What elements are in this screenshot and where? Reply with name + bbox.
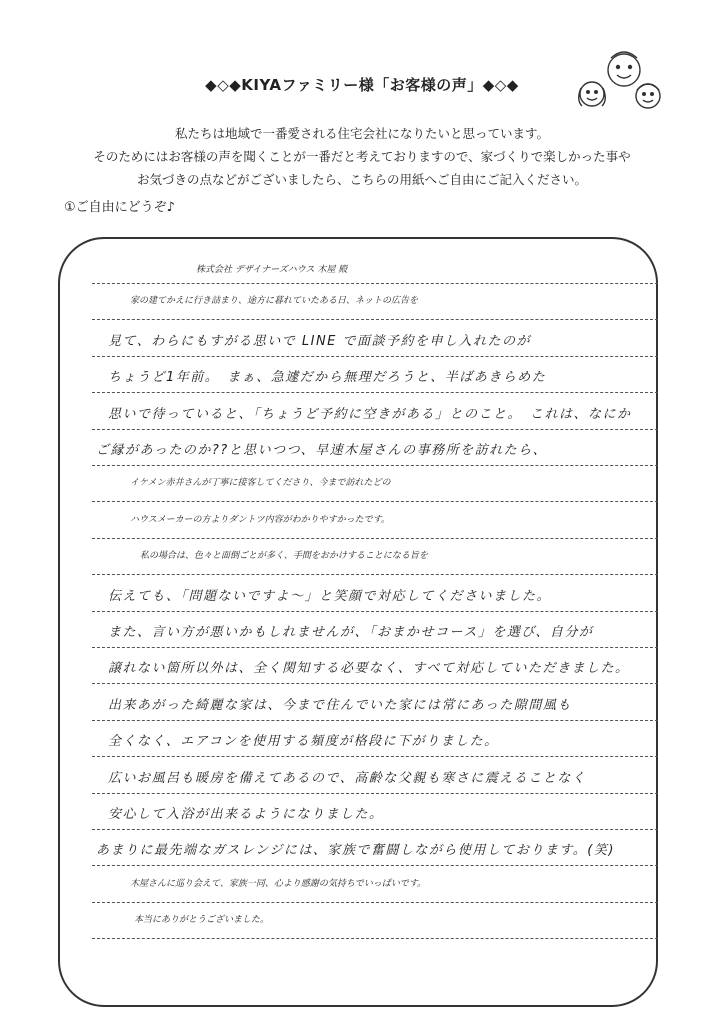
handwritten-line: あまりに最先端なガスレンジには、家族で奮闘しながら使用しております。(笑) — [96, 843, 615, 859]
ruled-line — [92, 356, 658, 357]
page-title: ◆◇◆KIYAファミリー様「お客様の声」◆◇◆ — [205, 76, 519, 94]
intro-line: そのためにはお客様の声を聞くことが一番だと考えておりますので、家づくりで楽しかった事や — [93, 149, 631, 164]
intro-line: 私たちは地域で一番愛される住宅会社になりたいと思っています。 — [174, 126, 549, 141]
ruled-line — [92, 283, 658, 284]
handwritten-line: 伝えても、「問題ないですよ〜」と笑顔で対応してくださいました。 — [108, 588, 552, 604]
handwritten-line: ご縁があったのか??と思いつつ、早速木屋さんの事務所を訪れたら、 — [96, 443, 548, 458]
handwritten-line: 私の場合は、色々と面倒ごとが多く、手間をおかけすることになる旨を — [140, 551, 428, 562]
ruled-line — [92, 720, 658, 721]
handwritten-line: また、言い方が悪いかもしれませんが、「おまかせコース」を選び、自分が — [108, 625, 594, 640]
ruled-line — [92, 938, 658, 939]
ruled-line — [92, 465, 658, 466]
ruled-line — [92, 611, 658, 612]
ruled-line — [92, 829, 658, 830]
ruled-line — [92, 793, 658, 794]
intro-line: お気づきの点などがございましたら、こちらの用紙へご自由にご記入ください。 — [136, 172, 587, 187]
handwritten-line: 譲れない箇所以外は、全く関知する必要なく、すべて対応していただきました。 — [108, 661, 630, 677]
handwritten-line: 木屋さんに巡り会えて、家族一同、心より感謝の気持ちでいっぱいです。 — [130, 878, 427, 889]
handwritten-line: ハウスメーカーの方よりダントツ内容がわかりやすかったです。 — [130, 514, 390, 525]
ruled-line — [92, 429, 658, 430]
handwritten-line: 出来あがった綺麗な家は、今まで住んでいた家には常にあった隙間風も — [108, 697, 572, 713]
handwritten-line: 家の建てかえに行き詰まり、途方に暮れていたある日、ネットの広告を — [130, 296, 419, 307]
handwritten-line: イケメン赤井さんが丁寧に接客してくださり、今まで訪れたどの — [130, 478, 391, 489]
family-faces-illustration — [568, 44, 668, 124]
handwritten-line: 全くなく、エアコンを使用する頻度が格段に下がりました。 — [108, 734, 499, 750]
ruled-line — [92, 319, 658, 320]
handwritten-line: ちょうど1年前。 まぁ、急遽だから無理だろうと、半ばあきらめた — [108, 370, 547, 386]
handwritten-line: 思いで待っていると、「ちょうど予約に空きがある」とのこと。 これは、なにか — [108, 406, 632, 422]
ruled-line — [92, 392, 658, 393]
free-comment-prompt: ①ご自由にどうぞ♪ — [64, 200, 175, 215]
ruled-line — [92, 865, 658, 866]
handwritten-line: 安心して入浴が出来るようになりました。 — [108, 807, 384, 822]
addressee: 株式会社 デザイナーズハウス 木屋 殿 — [196, 265, 348, 275]
ruled-line — [92, 501, 658, 502]
ruled-line — [92, 902, 658, 903]
ruled-line — [92, 683, 658, 684]
handwritten-line: 広いお風呂も暖房を備えてあるので、高齢な父親も寒さに震えることなく — [108, 770, 587, 786]
handwritten-line: 本当にありがとうございました。 — [134, 915, 270, 926]
ruled-line — [92, 538, 658, 539]
ruled-line — [92, 647, 658, 648]
intro-text — [0, 122, 724, 191]
ruled-line — [92, 756, 658, 757]
handwritten-line: 見て、わらにもすがる思いで LINE で面談予約を申し入れたのが — [108, 333, 532, 349]
ruled-line — [92, 574, 658, 575]
